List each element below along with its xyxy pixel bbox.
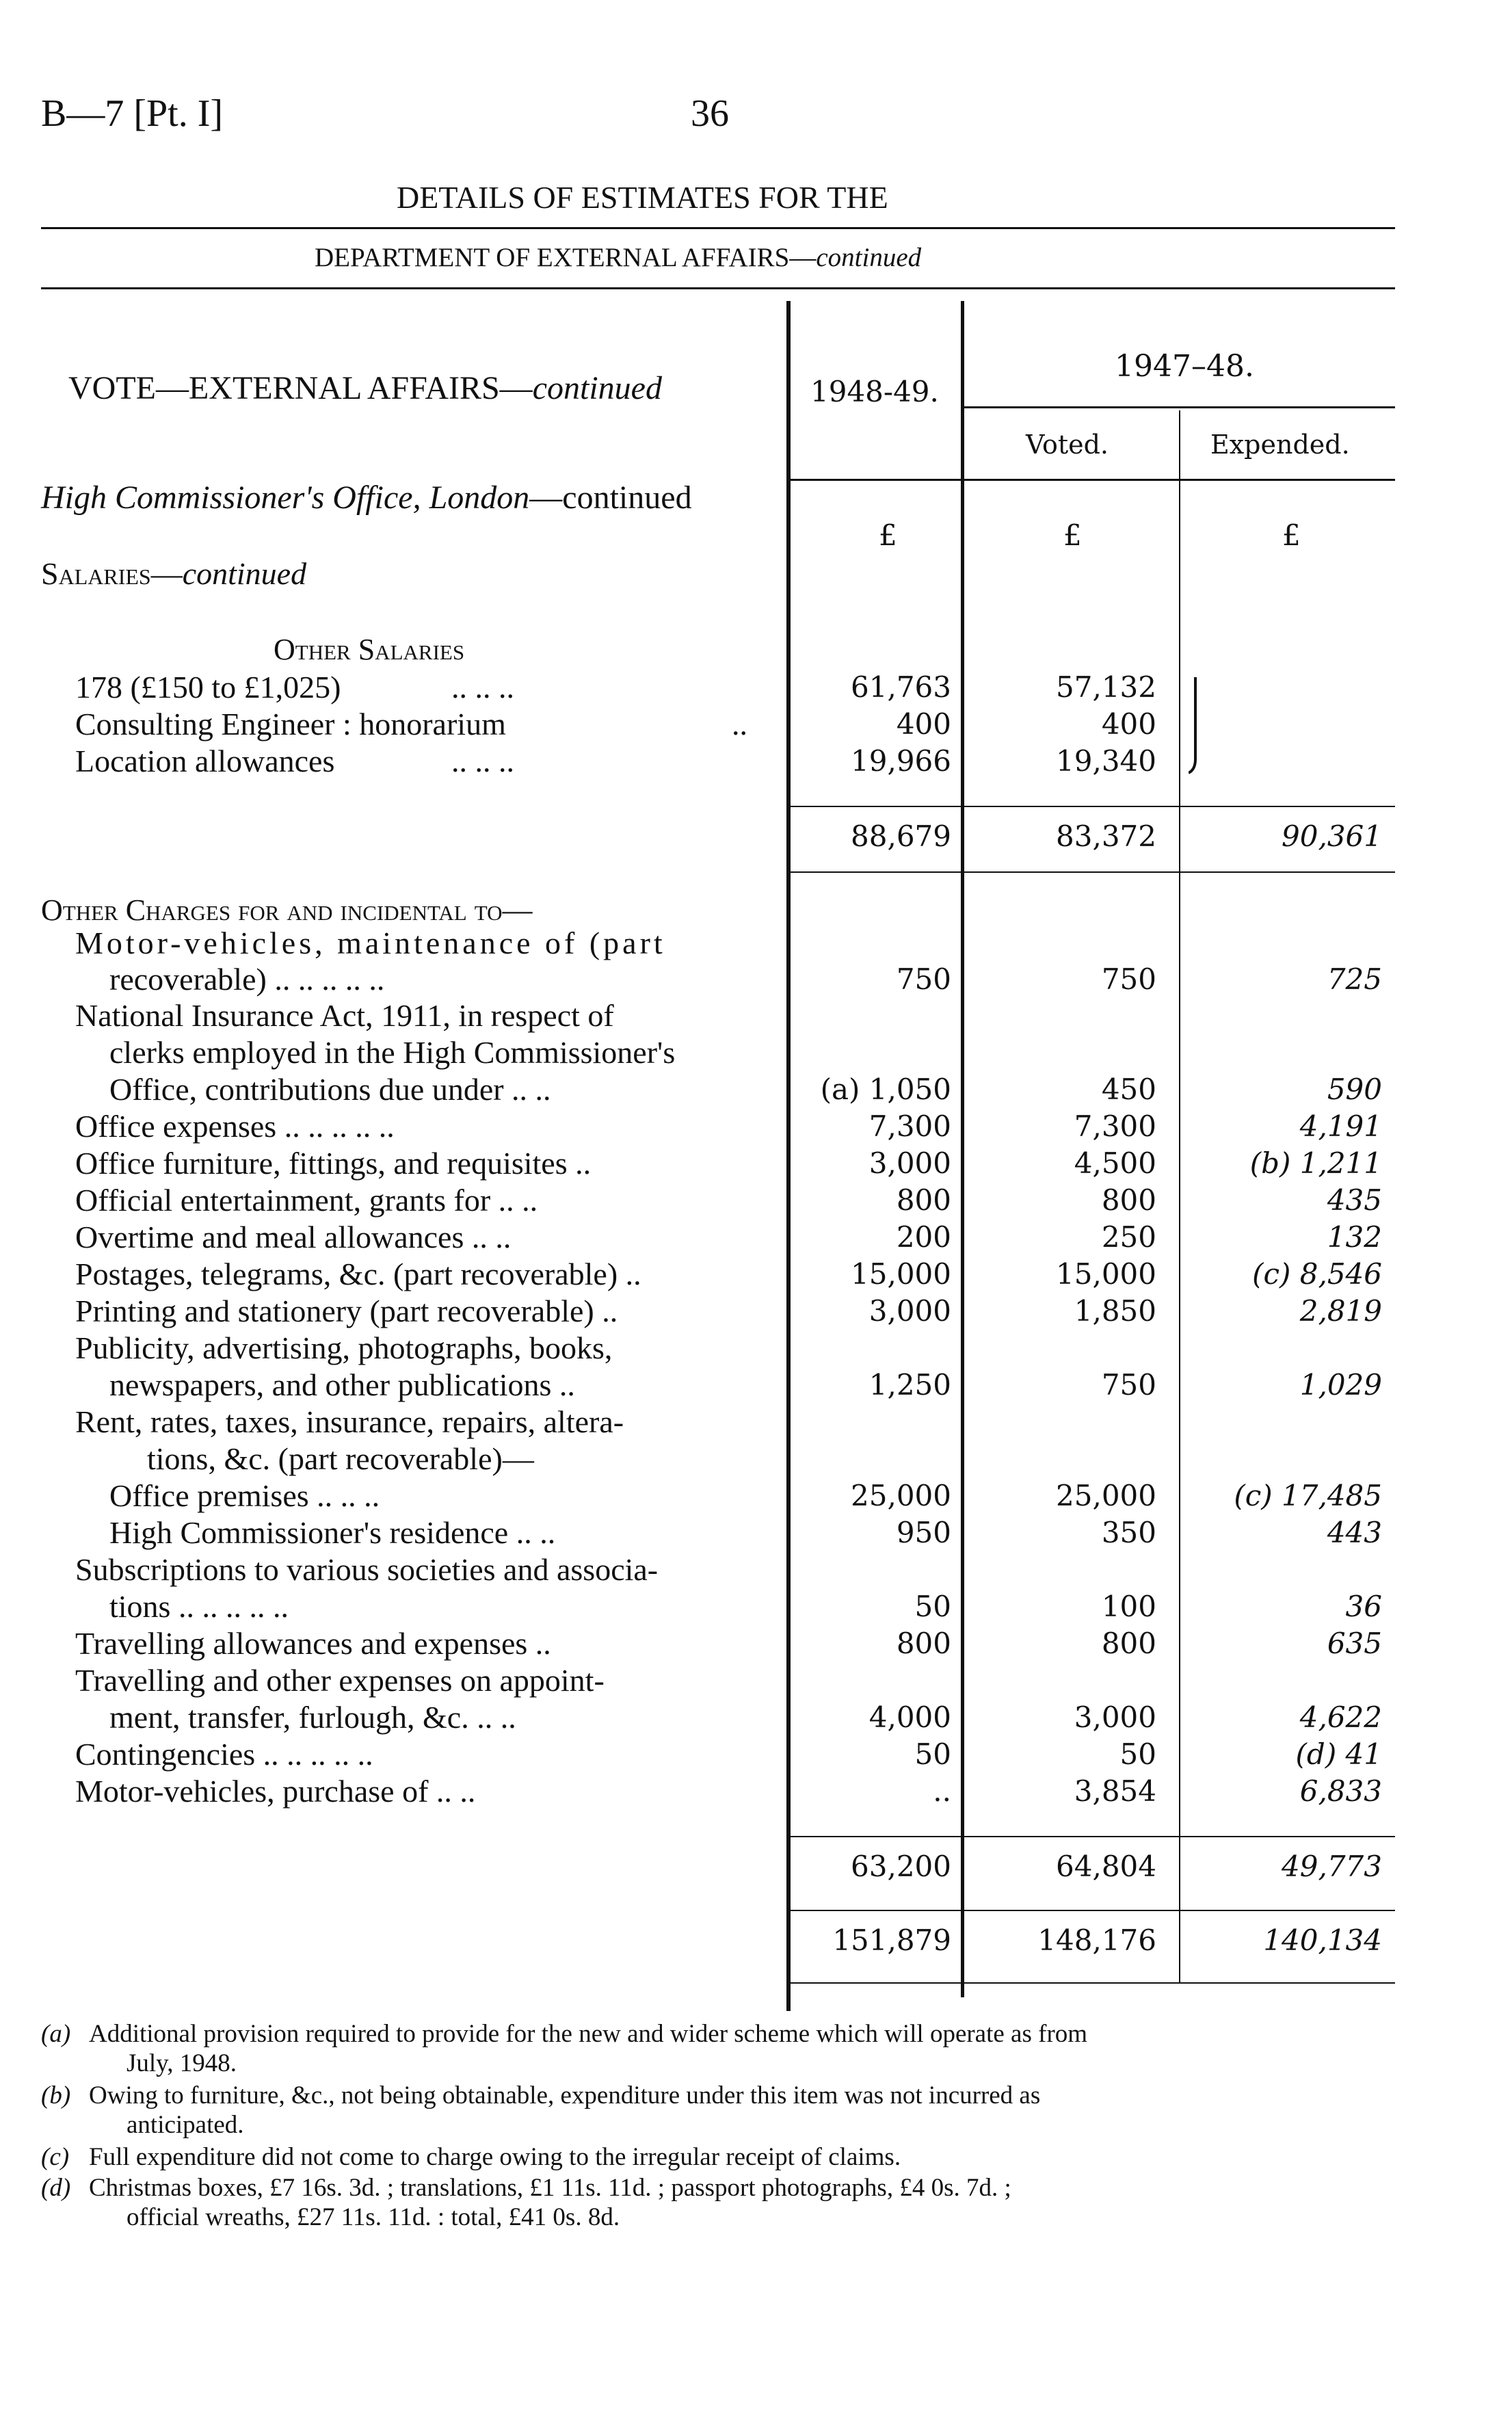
expended-header: Expended. [1210,430,1350,460]
charge-current-value: 200 [896,1220,951,1254]
document-reference: B—7 [Pt. I] [41,92,223,135]
charge-current-value: 25,000 [851,1479,951,1512]
charge-label-line: Motor-vehicles, maintenance of (part [75,925,666,960]
charge-expended-value: 635 [1327,1627,1382,1660]
charge-label-line: Travelling and other expenses on appoint- [75,1663,605,1698]
charge-label-line: Office expenses .. .. .. .. .. [75,1109,395,1144]
charge-voted-value: 3,000 [1074,1700,1156,1734]
voted-header: Voted. [1026,430,1109,460]
charge-expended-value: 2,819 [1299,1294,1382,1328]
footnote-mark: (d) [41,2174,71,2202]
salary-leader-dots: .. .. .. [451,744,514,778]
grand-total-expended: 140,134 [1263,1923,1382,1957]
salary-label: 178 (£150 to £1,025) [75,670,341,705]
salaries-heading-main: Salaries— [41,556,183,591]
charge-voted-value: 1,850 [1074,1294,1156,1328]
salary-subtotal-expended: 90,361 [1282,819,1382,853]
charge-expended-value: 443 [1327,1516,1382,1549]
department-subtitle-cont: continued [816,243,922,272]
salaries-heading [41,555,306,592]
column-divider-right [1179,410,1180,1984]
vote-heading-main: VOTE—EXTERNAL AFFAIRS— [68,370,533,406]
charge-current-value: 50 [914,1737,951,1771]
charge-label-line: Rent, rates, taxes, insurance, repairs, altera- [75,1404,624,1439]
currency-voted: £ [1063,518,1082,552]
charge-label-line: recoverable) .. .. .. .. .. [109,962,385,997]
department-subtitle-main: DEPARTMENT OF EXTERNAL AFFAIRS— [315,243,817,272]
charge-current-value: 750 [896,962,951,996]
salary-subtotal-top-rule [786,806,1395,807]
salary-current-value: 61,763 [851,670,951,704]
footnote-mark: (b) [41,2081,71,2110]
salary-label: Consulting Engineer : honorarium [75,707,506,741]
year-previous-header: 1947–48. [1115,349,1254,384]
charge-expended-value: (c) 8,546 [1252,1257,1382,1291]
charge-voted-value: 800 [1101,1627,1156,1660]
charge-voted-value: 100 [1101,1590,1156,1623]
charge-current-value: 800 [896,1183,951,1217]
charges-total-voted: 64,804 [1056,1850,1156,1883]
charge-current-value: 3,000 [868,1294,951,1328]
charge-current-value: (a) 1,050 [820,1073,951,1106]
charge-voted-value: 350 [1101,1516,1156,1549]
salary-bracket [1189,674,1216,776]
department-subtitle [315,242,921,273]
footnote-line: Christmas boxes, £7 16s. 3d. ; translations, £1 11s. 11d. ; passport photographs, £4 0s. 7d. ; [89,2174,1011,2202]
other-salaries-heading: Other Salaries [274,633,465,666]
charge-label-line: High Commissioner's residence .. .. [109,1515,556,1550]
salary-current-value: 19,966 [851,744,951,778]
charge-label-line: Publicity, advertising, photographs, books, [75,1330,613,1365]
charge-label-line: newspapers, and other publications .. [109,1367,575,1402]
other-charges-heading: Other Charges for and incidental to— [41,893,533,927]
charge-label-line: tions, &c. (part recoverable)— [147,1441,534,1476]
salary-subtotal-bottom-rule [786,871,1395,873]
footnote-line: official wreaths, £27 11s. 11d. : total, £41 0s. 8d. [127,2203,620,2231]
charge-expended-value: (c) 17,485 [1234,1479,1382,1512]
charge-current-value: 3,000 [868,1146,951,1180]
footnote-line: anticipated. [127,2111,244,2139]
charge-label-line: Office furniture, fittings, and requisites .. [75,1146,592,1181]
salary-subtotal-voted: 83,372 [1056,819,1156,853]
title-rule [41,227,1395,229]
charge-expended-value: 590 [1327,1073,1382,1106]
footnote-line: Additional provision required to provide for the new and wider scheme which will operate as from [89,2020,1088,2048]
salary-subtotal-current: 88,679 [851,819,951,853]
salary-current-value: 400 [896,707,951,741]
salaries-heading-cont: continued [182,556,307,591]
charge-voted-value: 3,854 [1074,1774,1156,1808]
charge-voted-value: 50 [1119,1737,1156,1771]
salary-leader-dots: .. .. .. [451,670,514,705]
year-previous-rule [963,406,1395,408]
charge-expended-value: 4,622 [1299,1700,1382,1734]
footnote-line: Full expenditure did not come to charge owing to the irregular receipt of claims. [89,2143,901,2171]
charge-label-line: Contingencies .. .. .. .. .. [75,1737,373,1772]
charge-label-line: Motor-vehicles, purchase of .. .. [75,1774,476,1809]
charges-total-bottom-rule [786,1910,1395,1911]
charge-expended-value: 132 [1327,1220,1382,1254]
charge-expended-value: 36 [1345,1590,1382,1623]
page-number: 36 [691,92,729,135]
charge-voted-value: 4,500 [1074,1146,1156,1180]
charge-current-value: 15,000 [851,1257,951,1291]
charge-current-value: 50 [914,1590,951,1623]
grand-total-bottom-rule [786,1982,1395,1984]
charge-expended-value: (b) 1,211 [1249,1146,1382,1180]
salary-voted-value: 19,340 [1056,744,1156,778]
charge-voted-value: 800 [1101,1183,1156,1217]
charge-expended-value: 725 [1327,962,1382,996]
salary-voted-value: 400 [1101,707,1156,741]
charge-voted-value: 15,000 [1056,1257,1156,1291]
charges-total-expended: 49,773 [1282,1850,1382,1883]
charge-voted-value: 7,300 [1074,1109,1156,1143]
charges-total-current: 63,200 [851,1850,951,1883]
year-current-header: 1948-49. [810,375,939,408]
charge-label-line: Office premises .. .. .. [109,1478,380,1513]
subtitle-rule [41,287,1395,289]
charge-label-line: Subscriptions to various societies and associa- [75,1552,659,1587]
charge-current-value: 7,300 [868,1109,951,1143]
charge-label-line: Overtime and meal allowances .. .. [75,1220,512,1254]
charge-expended-value: 4,191 [1299,1109,1382,1143]
office-heading-italic: High Commissioner's Office, London [41,479,530,516]
office-heading [41,479,692,516]
grand-total-current: 151,879 [832,1923,951,1957]
charge-label-line: Office, contributions due under .. .. [109,1072,551,1107]
charge-label-line: Travelling allowances and expenses .. [75,1626,551,1661]
column-divider-left [786,301,791,2011]
vote-heading-cont: continued [532,370,662,406]
charge-expended-value: 6,833 [1299,1774,1382,1808]
column-divider-middle [961,301,964,1997]
vote-heading [68,369,662,407]
office-heading-cont: —continued [529,479,692,516]
charge-voted-value: 750 [1101,962,1156,996]
charge-voted-value: 750 [1101,1368,1156,1402]
charge-current-value: .. [933,1774,951,1808]
charge-label-line: Official entertainment, grants for .. .. [75,1183,538,1218]
footnote-mark: (a) [41,2020,71,2048]
page-title: DETAILS OF ESTIMATES FOR THE [397,180,888,215]
charge-label-line: ment, transfer, furlough, &c. .. .. [109,1700,516,1735]
charge-current-value: 1,250 [868,1368,951,1402]
header-bottom-rule [786,479,1395,481]
charge-voted-value: 250 [1101,1220,1156,1254]
charge-expended-value: 435 [1327,1183,1382,1217]
charge-label-line: clerks employed in the High Commissioner's [109,1035,676,1070]
grand-total-voted: 148,176 [1037,1923,1156,1957]
charge-current-value: 950 [896,1516,951,1549]
charge-voted-value: 25,000 [1056,1479,1156,1512]
charge-expended-value: 1,029 [1299,1368,1382,1402]
salary-voted-value: 57,132 [1056,670,1156,704]
footnote-line: Owing to furniture, &c., not being obtainable, expenditure under this item was not incurred as [89,2081,1041,2110]
footnote-line: July, 1948. [127,2049,237,2077]
salary-leader-dots: .. [732,707,747,741]
charge-label-line: Postages, telegrams, &c. (part recoverable) .. [75,1257,641,1291]
charges-total-top-rule [786,1836,1395,1837]
charge-voted-value: 450 [1101,1073,1156,1106]
charge-current-value: 4,000 [868,1700,951,1734]
currency-expended: £ [1282,518,1301,552]
charge-label-line: National Insurance Act, 1911, in respect of [75,998,614,1033]
currency-current: £ [879,518,897,552]
charge-label-line: Printing and stationery (part recoverable) .. [75,1293,618,1328]
salary-label: Location allowances [75,744,335,778]
footnote-mark: (c) [41,2143,70,2171]
charge-current-value: 800 [896,1627,951,1660]
charge-label-line: tions .. .. .. .. .. [109,1589,289,1624]
charge-expended-value: (d) 41 [1295,1737,1382,1771]
